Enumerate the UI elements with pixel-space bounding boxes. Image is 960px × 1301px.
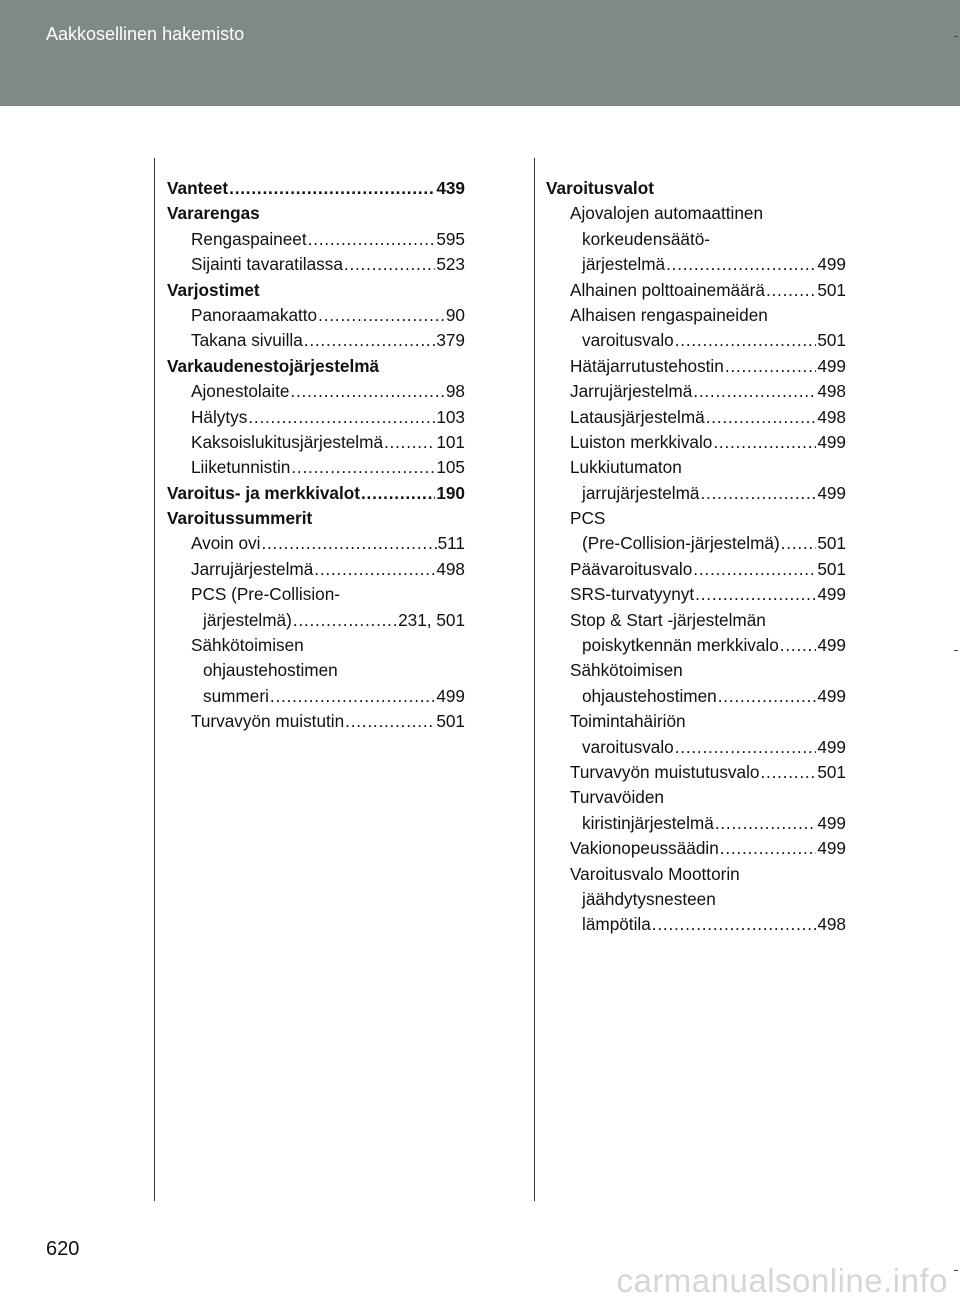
entry-text: SRS-turvatyynyt bbox=[570, 584, 695, 605]
index-entry bbox=[546, 430, 846, 455]
page-number: 620 bbox=[46, 1238, 80, 1260]
entry-text: Sijainti tavaratilassa bbox=[191, 254, 343, 275]
watermark: carmanualsonline.info bbox=[616, 1262, 948, 1299]
entry-page-number: 499 bbox=[817, 635, 846, 656]
index-entry bbox=[546, 785, 846, 810]
dot-leader bbox=[290, 379, 444, 404]
index-entry bbox=[546, 862, 846, 887]
dot-leader bbox=[675, 735, 817, 760]
entry-text: PCS bbox=[570, 508, 606, 529]
entry-page-number: 499 bbox=[817, 736, 846, 757]
index-entry bbox=[546, 405, 846, 430]
entry-text: järjestelmä) bbox=[203, 609, 292, 630]
entry-page-number: 499 bbox=[817, 431, 846, 452]
entry-page-number: 499 bbox=[817, 685, 846, 706]
index-entry bbox=[167, 278, 465, 303]
index-entry bbox=[546, 582, 846, 607]
entry-page-number: 501 bbox=[436, 711, 465, 732]
entry-page-number: 511 bbox=[437, 533, 465, 554]
dot-leader bbox=[725, 354, 816, 379]
dot-leader bbox=[760, 760, 816, 785]
entry-text: kiristinjärjestelmä bbox=[582, 812, 714, 833]
entry-text: ohjaustehostimen bbox=[203, 660, 338, 681]
index-entry bbox=[167, 506, 465, 531]
column-divider-middle bbox=[534, 158, 535, 1201]
dot-leader bbox=[695, 582, 816, 607]
entry-page-number: 498 bbox=[436, 558, 465, 579]
index-entry bbox=[167, 201, 465, 226]
entry-text: Lukkiutumaton bbox=[570, 457, 682, 478]
entry-text: varoitusvalo bbox=[582, 736, 674, 757]
entry-text: Hätäjarrutustehostin bbox=[570, 355, 724, 376]
dot-leader bbox=[304, 328, 436, 353]
entry-page-number: 498 bbox=[817, 406, 846, 427]
dot-leader bbox=[675, 328, 817, 353]
index-entry bbox=[167, 633, 465, 658]
entry-page-number: 379 bbox=[436, 330, 465, 351]
entry-page-number: 499 bbox=[817, 355, 846, 376]
entry-text: Varoitusvalot bbox=[546, 178, 654, 198]
index-entry bbox=[546, 836, 846, 861]
entry-page-number: 498 bbox=[817, 381, 846, 402]
index-column-right bbox=[546, 176, 846, 938]
entry-text: jarrujärjestelmä bbox=[582, 482, 700, 503]
index-entry bbox=[546, 481, 846, 506]
entry-text: jäähdytysnesteen bbox=[582, 888, 716, 909]
page-header bbox=[0, 0, 960, 106]
index-entry bbox=[167, 379, 465, 404]
entry-page-number: 499 bbox=[817, 584, 846, 605]
index-entry bbox=[167, 481, 465, 506]
entry-page-number: 190 bbox=[436, 482, 465, 503]
entry-text: Varoitusvalo Moottorin bbox=[570, 863, 740, 884]
index-entry bbox=[167, 176, 465, 201]
entry-page-number: 98 bbox=[445, 381, 465, 402]
entry-text: Ajovalojen automaattinen bbox=[570, 203, 764, 224]
index-entry bbox=[546, 760, 846, 785]
index-entry bbox=[167, 557, 465, 582]
index-entry bbox=[546, 557, 846, 582]
entry-text: lämpötila bbox=[582, 914, 651, 935]
index-entry bbox=[167, 658, 465, 683]
index-entry bbox=[546, 633, 846, 658]
index-entry bbox=[167, 455, 465, 480]
entry-text: Luiston merkkivalo bbox=[570, 431, 713, 452]
entry-text: Varkaudenestojärjestelmä bbox=[167, 355, 380, 376]
entry-page-number: 499 bbox=[817, 482, 846, 503]
entry-page-number: 498 bbox=[817, 914, 846, 935]
entry-text: Kaksoislukitusjärjestelmä bbox=[191, 431, 383, 452]
index-entry bbox=[546, 278, 846, 303]
entry-text: Vakionopeussäädin bbox=[570, 838, 719, 859]
index-entry bbox=[546, 684, 846, 709]
entry-text: Hälytys bbox=[191, 406, 248, 427]
index-entry bbox=[167, 227, 465, 252]
index-entry bbox=[546, 227, 846, 252]
index-entry bbox=[546, 303, 846, 328]
index-entry bbox=[546, 709, 846, 734]
entry-page-number: 499 bbox=[817, 254, 846, 275]
dot-leader bbox=[345, 709, 435, 734]
entry-page-number: 499 bbox=[817, 812, 846, 833]
entry-page-number: 501 bbox=[817, 330, 846, 351]
entry-text: Jarrujärjestelmä bbox=[570, 381, 693, 402]
entry-text: ohjaustehostimen bbox=[582, 685, 717, 706]
dot-leader bbox=[308, 227, 436, 252]
dot-leader bbox=[781, 531, 817, 556]
entry-text: Varoitussummerit bbox=[167, 508, 313, 529]
dot-leader bbox=[318, 303, 445, 328]
dot-leader bbox=[766, 278, 816, 303]
header-title: Aakkosellinen hakemisto bbox=[46, 24, 245, 44]
entry-text: Varjostimet bbox=[167, 279, 260, 300]
entry-text: Latausjärjestelmä bbox=[570, 406, 705, 427]
dot-leader bbox=[700, 481, 816, 506]
dot-leader bbox=[344, 252, 435, 277]
entry-text: Varoitus- ja merkkivalot bbox=[167, 482, 360, 503]
entry-text: varoitusvalo bbox=[582, 330, 674, 351]
entry-page-number: 103 bbox=[436, 406, 465, 427]
edge-mark bbox=[954, 36, 958, 37]
dot-leader bbox=[652, 912, 817, 937]
dot-leader bbox=[291, 455, 435, 480]
dot-leader bbox=[780, 633, 817, 658]
index-entry bbox=[546, 201, 846, 226]
entry-text: Sähkötoimisen bbox=[570, 660, 683, 681]
entry-text: Vanteet bbox=[167, 178, 229, 198]
index-entry bbox=[546, 328, 846, 353]
entry-text: Toimintahäiriön bbox=[570, 711, 686, 732]
index-entry bbox=[546, 379, 846, 404]
entry-page-number: 90 bbox=[445, 304, 465, 325]
index-entry bbox=[167, 684, 465, 709]
entry-text: poiskytkennän merkkivalo bbox=[582, 635, 779, 656]
entry-text: Jarrujärjestelmä bbox=[191, 558, 314, 579]
entry-text: Päävaroitusvalo bbox=[570, 558, 693, 579]
index-entry bbox=[167, 531, 465, 556]
index-entry bbox=[167, 709, 465, 734]
index-entry bbox=[167, 328, 465, 353]
entry-text: Turvavyön muistutusvalo bbox=[570, 761, 760, 782]
entry-page-number: 105 bbox=[436, 457, 465, 478]
entry-page-number: 501 bbox=[817, 558, 846, 579]
entry-text: (Pre-Collision-järjestelmä) bbox=[582, 533, 780, 554]
entry-page-number: 439 bbox=[436, 178, 465, 198]
index-entry bbox=[546, 354, 846, 379]
entry-text: Rengaspaineet bbox=[191, 228, 307, 249]
index-entry bbox=[167, 303, 465, 328]
entry-text: Turvavyön muistutin bbox=[191, 711, 345, 732]
entry-page-number: 501 bbox=[817, 761, 846, 782]
dot-leader bbox=[720, 836, 817, 861]
dot-leader bbox=[248, 405, 435, 430]
dot-leader bbox=[361, 481, 435, 506]
entry-text: Alhaisen rengaspaineiden bbox=[570, 304, 768, 325]
entry-text: Ajonestolaite bbox=[191, 381, 290, 402]
index-entry bbox=[546, 811, 846, 836]
entry-text: Stop & Start -järjestelmän bbox=[570, 609, 766, 630]
edge-mark bbox=[954, 650, 958, 651]
entry-text: Turvavöiden bbox=[570, 787, 664, 808]
entry-page-number: 523 bbox=[436, 254, 465, 275]
column-divider-left bbox=[154, 158, 155, 1201]
index-entry bbox=[546, 608, 846, 633]
entry-page-number: 499 bbox=[817, 838, 846, 859]
entry-text: Panoraamakatto bbox=[191, 304, 318, 325]
dot-leader bbox=[666, 252, 816, 277]
entry-page-number: 101 bbox=[436, 431, 465, 452]
index-entry bbox=[546, 531, 846, 556]
index-entry bbox=[546, 887, 846, 912]
entry-text: summeri bbox=[203, 685, 269, 706]
index-entry bbox=[546, 252, 846, 277]
index-entry bbox=[167, 582, 465, 607]
entry-text: Vararengas bbox=[167, 203, 260, 224]
entry-page-number: 499 bbox=[436, 685, 465, 706]
entry-text: korkeudensäätö- bbox=[582, 228, 711, 249]
index-entry bbox=[546, 176, 846, 201]
entry-text: Takana sivuilla bbox=[191, 330, 303, 351]
index-entry bbox=[167, 608, 465, 633]
dot-leader bbox=[293, 608, 397, 633]
dot-leader bbox=[715, 811, 817, 836]
dot-leader bbox=[713, 430, 816, 455]
index-entry bbox=[167, 354, 465, 379]
index-entry bbox=[546, 506, 846, 531]
index-entry bbox=[167, 252, 465, 277]
index-entry bbox=[546, 912, 846, 937]
entry-text: järjestelmä bbox=[582, 254, 666, 275]
entry-text: Alhainen polttoainemäärä bbox=[570, 279, 765, 300]
dot-leader bbox=[314, 557, 435, 582]
index-entry bbox=[546, 735, 846, 760]
entry-page-number: 501 bbox=[817, 533, 846, 554]
dot-leader bbox=[693, 557, 816, 582]
dot-leader bbox=[706, 405, 817, 430]
index-entry bbox=[546, 658, 846, 683]
dot-leader bbox=[270, 684, 435, 709]
index-entry bbox=[167, 405, 465, 430]
index-column-left bbox=[167, 176, 465, 735]
edge-mark bbox=[954, 1270, 958, 1271]
entry-text: Sähkötoimisen bbox=[191, 635, 304, 656]
index-entry bbox=[167, 430, 465, 455]
index-entry bbox=[546, 455, 846, 480]
dot-leader bbox=[384, 430, 435, 455]
entry-text: Avoin ovi bbox=[191, 533, 261, 554]
dot-leader bbox=[693, 379, 816, 404]
dot-leader bbox=[718, 684, 817, 709]
entry-page-number: 501 bbox=[817, 279, 846, 300]
entry-page-number: 595 bbox=[436, 228, 465, 249]
dot-leader bbox=[229, 176, 435, 201]
entry-page-number: 231, 501 bbox=[398, 609, 465, 630]
dot-leader bbox=[261, 531, 436, 556]
entry-text: PCS (Pre-Collision- bbox=[191, 584, 340, 605]
entry-text: Liiketunnistin bbox=[191, 457, 291, 478]
